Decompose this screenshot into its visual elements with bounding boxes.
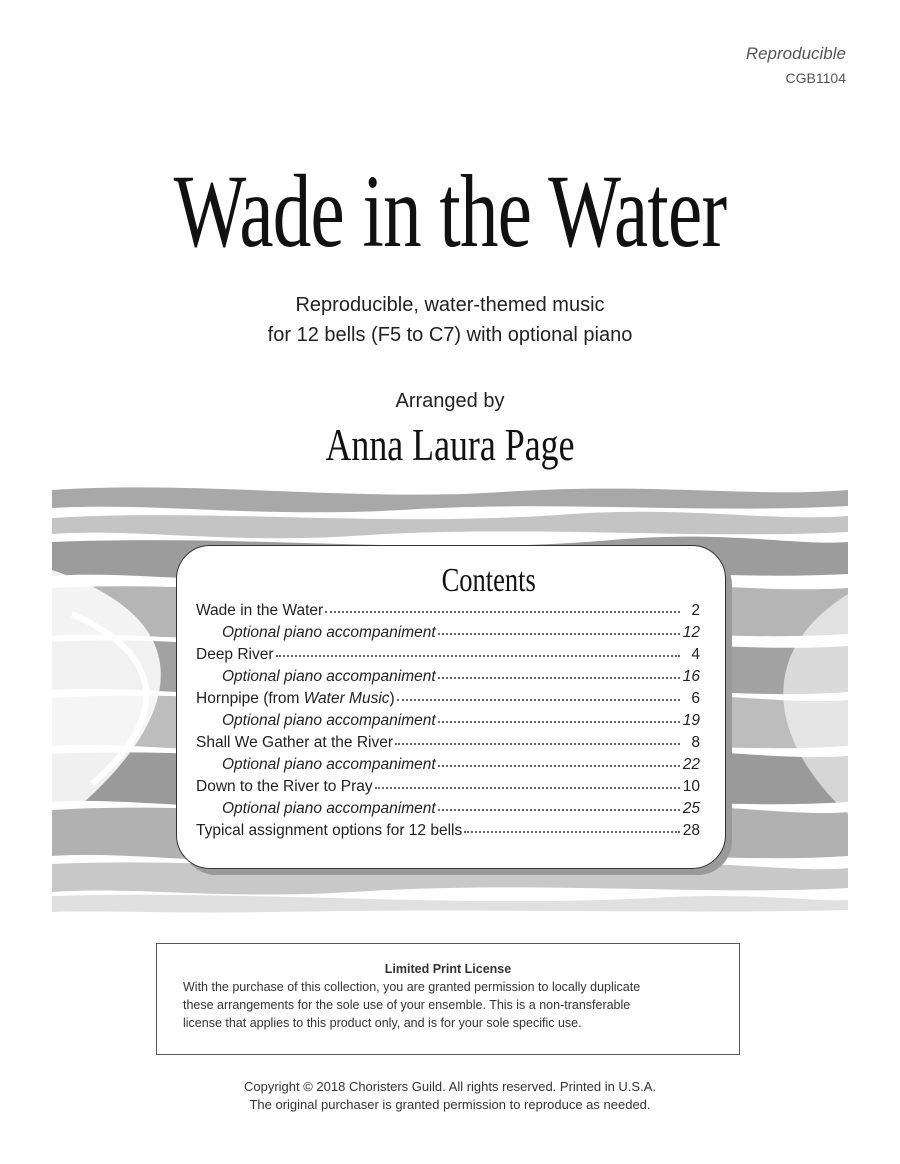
copyright-line: The original purchaser is granted permission to reproduce as needed. <box>249 1097 651 1112</box>
toc-entry-title: Optional piano accompaniment <box>222 756 436 773</box>
toc-entry-title: Shall We Gather at the River <box>196 734 393 751</box>
toc-leader-dots <box>464 831 680 833</box>
toc-entry <box>196 756 700 778</box>
toc-entry-title: Deep River <box>196 646 274 663</box>
toc-entry-title: Typical assignment options for 12 bells <box>196 822 463 839</box>
toc-page-number: 25 <box>682 800 700 817</box>
toc-title-italic: Water Music <box>303 690 390 707</box>
toc-page-number: 22 <box>682 756 700 773</box>
subtitle-line: for 12 bells (F5 to C7) with optional piano <box>267 324 633 346</box>
arranger-name: Anna Laura Page <box>325 419 575 470</box>
toc-leader-dots <box>438 809 680 811</box>
toc-leader-dots <box>395 743 680 745</box>
toc-page-number: 2 <box>691 602 700 619</box>
subtitle <box>0 290 900 350</box>
toc-title-part: Hornpipe (from <box>196 690 304 707</box>
toc-leader-dots <box>438 765 680 767</box>
license-text-line: With the purchase of this collection, you are granted permission to locally duplicate <box>183 980 641 994</box>
toc-leader-dots <box>397 699 680 701</box>
reproducible-label: Reproducible <box>745 44 846 63</box>
toc-leader-dots <box>375 787 680 789</box>
toc-entry <box>196 690 700 712</box>
toc-page-number: 19 <box>682 712 700 729</box>
table-of-contents <box>196 602 700 844</box>
toc-title-part: ) <box>389 690 395 707</box>
contents-heading: Contents <box>441 562 536 599</box>
toc-page-number: 10 <box>682 778 700 795</box>
subtitle-line: Reproducible, water-themed music <box>295 294 605 316</box>
license-text-line: these arrangements for the sole use of your ensemble. This is a non-transferable <box>183 998 631 1012</box>
toc-entry-title: Down to the River to Pray <box>196 778 373 795</box>
copyright-notice <box>0 1078 900 1114</box>
toc-entry <box>196 800 700 822</box>
toc-leader-dots <box>438 677 680 679</box>
toc-entry <box>196 602 700 624</box>
toc-entry <box>196 822 700 844</box>
toc-page-number: 12 <box>682 624 700 641</box>
arranged-by-label: Arranged by <box>395 390 505 412</box>
toc-entry <box>196 624 700 646</box>
toc-entry-title: Optional piano accompaniment <box>222 800 436 817</box>
toc-entry-title: Wade in the Water <box>196 602 324 619</box>
toc-page-number: 6 <box>691 690 700 707</box>
copyright-line: Copyright © 2018 Choristers Guild. All rights reserved. Printed in U.S.A. <box>243 1079 657 1094</box>
toc-entry-title: Optional piano accompaniment <box>222 668 436 685</box>
toc-entry-title: Optional piano accompaniment <box>222 624 436 641</box>
toc-leader-dots <box>438 721 680 723</box>
license-text-line: license that applies to this product only, and is for your sole specific use. <box>183 1016 582 1030</box>
toc-page-number: 16 <box>682 668 700 685</box>
page-title: Wade in the Water <box>173 154 727 269</box>
toc-entry <box>196 668 700 690</box>
toc-entry-title: Optional piano accompaniment <box>222 712 436 729</box>
toc-page-number: 8 <box>691 734 700 751</box>
license-box <box>156 943 740 1055</box>
toc-entry <box>196 646 700 668</box>
toc-entry <box>196 712 700 734</box>
toc-entry <box>196 778 700 800</box>
catalog-code: CGB1104 <box>785 70 846 86</box>
toc-page-number: 4 <box>691 646 700 663</box>
toc-entry <box>196 734 700 756</box>
toc-leader-dots <box>438 633 680 635</box>
toc-leader-dots <box>325 611 680 613</box>
toc-entry-title <box>196 690 395 708</box>
toc-page-number: 28 <box>682 822 700 839</box>
toc-leader-dots <box>276 655 680 657</box>
license-title: Limited Print License <box>384 962 512 976</box>
